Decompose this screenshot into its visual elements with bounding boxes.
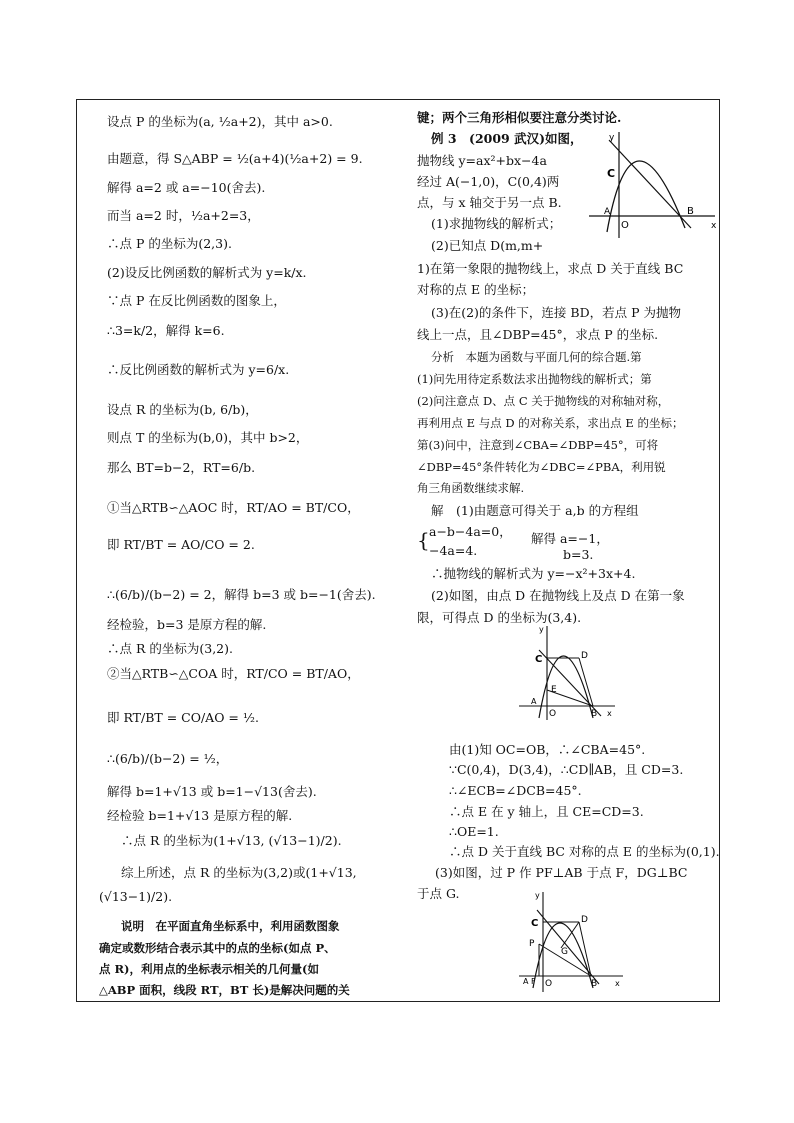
label-x: x [607, 709, 612, 718]
text-line: 线上一点，且∠DBP=45°，求点 P 的坐标. [417, 327, 659, 342]
text-line: 设点 R 的坐标为(b, 6/b)， [107, 402, 258, 417]
label-c: C [607, 167, 616, 180]
text-line: (2)已知点 D(m,m+ [431, 238, 544, 253]
text-line: (1)问先用待定系数法求出抛物线的解析式；第 [417, 372, 652, 386]
text-line: 则点 T 的坐标为(b,0)，其中 b>2， [107, 430, 309, 445]
text-line: 而当 a=2 时，½a+2=3， [107, 208, 260, 223]
text-line: 再利用点 E 与点 D 的对称关系，求出点 E 的坐标； [417, 416, 684, 430]
text-line: 经检验 b=1+√13 是原方程的解. [107, 808, 293, 823]
text-line: 解得 a=2 或 a=−10(舍去). [107, 180, 266, 195]
figure-parabola-2 [517, 622, 617, 722]
text-line: 经过 A(−1,0)，C(0,4)两 [417, 174, 560, 189]
label-f: F [531, 977, 536, 986]
label-e: E [551, 685, 557, 695]
text-line: 由题意，得 S△ABP = ½(a+4)(½a+2) = 9. [107, 151, 363, 166]
text-line: 分析 本题为函数与平面几何的综合题.第 [431, 350, 642, 364]
text-line: ②当△RTB∽△COA 时，RT/CO = BT/AO， [107, 666, 360, 681]
label-x: x [711, 221, 717, 231]
text-line: (1)求抛物线的解析式； [431, 216, 562, 231]
label-o: O [549, 709, 557, 719]
label-a: A [604, 207, 611, 217]
label-x: x [615, 979, 620, 988]
label-c: C [531, 918, 539, 929]
text-line: ∴反比例函数的解析式为 y=6/x. [107, 362, 290, 377]
segment-db [579, 658, 593, 706]
text-line: 即 RT/BT = AO/CO = 2. [107, 537, 255, 552]
text-line: (3)在(2)的条件下，连接 BD，若点 P 为抛物 [431, 305, 681, 320]
label-a: A [523, 977, 529, 986]
text-line: 例 3 (2009 武汉)如图， [431, 131, 583, 146]
text-line: a−b−4a=0， [429, 524, 512, 539]
text-line: ∵点 P 在反比例函数的图象上， [107, 293, 286, 308]
text-line: ①当△RTB∽△AOC 时，RT/AO = BT/CO， [107, 500, 360, 515]
label-b: B [687, 206, 694, 217]
line-cb [609, 140, 691, 228]
text-line: 即 RT/BT = CO/AO = ½. [107, 710, 259, 725]
label-d: D [581, 651, 588, 661]
text-line: 经检验，b=3 是原方程的解. [107, 617, 267, 632]
text-line: (3)如图，过 P 作 PF⊥AB 于点 F，DG⊥BC [435, 865, 688, 880]
label-d: D [581, 915, 588, 925]
line-cb [537, 910, 599, 984]
text-line: 点 R)，利用点的坐标表示相关的几何量(如 [99, 962, 319, 976]
label-a: A [531, 697, 537, 706]
label-b: B [591, 709, 598, 719]
text-line: 对称的点 E 的坐标； [417, 282, 535, 297]
text-line: (√13−1)/2). [99, 889, 173, 904]
text-line: ∴点 R 的坐标为(3,2). [107, 641, 233, 656]
text-line: 确定或数形结合表示其中的点的坐标(如点 P、 [99, 941, 336, 955]
figure-parabola-3 [517, 888, 627, 996]
text-line: 第(3)问中，注意到∠CBA=∠DBP=45°，可将 [417, 438, 659, 452]
text-line: 于点 G. [417, 886, 460, 901]
text-line: (2)设反比例函数的解析式为 y=k/x. [107, 265, 307, 280]
label-o: O [545, 979, 553, 989]
text-line: 角三角函数继续求解. [417, 481, 525, 495]
label-o: O [621, 220, 629, 231]
document-page [76, 99, 720, 1002]
text-line: 解得 b=1+√13 或 b=1−√13(舍去). [107, 784, 317, 799]
text-line: 说明 在平面直角坐标系中，利用函数图象 [121, 919, 340, 933]
text-line: ∠DBP=45°条件转化为∠DBC=∠PBA，利用锐 [417, 460, 666, 474]
text-line: 设点 P 的坐标为(a, ½a+2)，其中 a>0. [107, 114, 333, 129]
text-line: ∴OE=1. [449, 824, 499, 839]
text-line: ∴(6/b)/(b−2) = ½， [107, 751, 229, 766]
text-line: ∴点 R 的坐标为(1+√13, (√13−1)/2). [121, 833, 342, 848]
text-line: ∴点 P 的坐标为(2,3). [107, 236, 232, 251]
text-line: 那么 BT=b−2，RT=6/b. [107, 460, 256, 475]
text-line: b=3. [563, 547, 594, 562]
label-b: B [591, 979, 598, 989]
text-line: 1)在第一象限的抛物线上，求点 D 关于直线 BC [417, 261, 684, 276]
text-line: ∴抛物线的解析式为 y=−x²+3x+4. [431, 566, 636, 581]
label-y: y [539, 625, 544, 634]
text-line: 解 (1)由题意可得关于 a,b 的方程组 [431, 503, 639, 518]
text-line: △ABP 面积，线段 RT，BT 长)是解决问题的关 [99, 983, 350, 997]
text-line: ∴∠ECB=∠DCB=45°. [449, 783, 582, 798]
label-y: y [535, 891, 540, 900]
label-p: P [529, 939, 535, 949]
text-line: 综上所述，点 R 的坐标为(3,2)或(1+√13, [121, 865, 357, 880]
text-line: ∴3=k/2，解得 k=6. [107, 323, 225, 338]
text-line: 点，与 x 轴交于另一点 B. [417, 195, 562, 210]
text-line: (2)如图，由点 D 在抛物线上及点 D 在第一象 [431, 588, 685, 603]
brace: { [417, 528, 430, 552]
label-c: C [535, 654, 543, 665]
label-g: G [561, 947, 568, 957]
label-y: y [609, 133, 615, 143]
text-line: −4a=4. [429, 543, 478, 558]
segment-dg [561, 922, 579, 948]
text-line: 抛物线 y=ax²+bx−4a [417, 153, 547, 168]
text-line: (2)问注意点 D、点 C 关于抛物线的对称轴对称， [417, 394, 670, 408]
text-line: 键；两个三角形相似要注意分类讨论. [417, 110, 622, 125]
text-line: ∵C(0,4)，D(3,4)，∴CD∥AB，且 CD=3. [449, 762, 684, 777]
text-line: ∴点 E 在 y 轴上，且 CE=CD=3. [449, 804, 644, 819]
text-line: ∴(6/b)/(b−2) = 2，解得 b=3 或 b=−1(舍去). [107, 587, 376, 602]
text-line: 限，可得点 D 的坐标为(3,4). [417, 610, 582, 625]
figure-parabola-1 [587, 128, 721, 240]
text-line: 解得 a=−1， [531, 531, 609, 546]
text-line: 由(1)知 OC=OB，∴∠CBA=45°. [449, 742, 646, 757]
text-line: ∴点 D 关于直线 BC 对称的点 E 的坐标为(0,1). [449, 844, 720, 859]
